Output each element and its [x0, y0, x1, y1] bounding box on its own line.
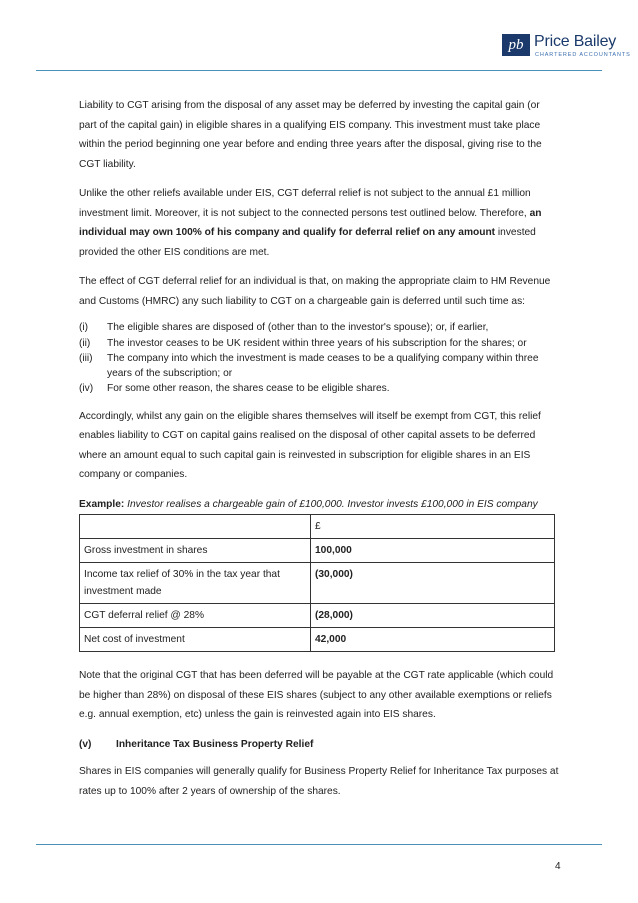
table-cell-value: 42,000	[311, 628, 555, 652]
page-content	[79, 96, 559, 811]
conditions-list	[79, 321, 559, 397]
section-number: (v)	[79, 738, 92, 750]
list-item-number: (i)	[79, 322, 89, 333]
paragraph-2	[79, 184, 559, 262]
section-title: Inheritance Tax Business Property Relief	[116, 738, 314, 750]
table-cell-label: Gross investment in shares	[80, 539, 311, 563]
paragraph-2-end: invested provided the other EIS conditions are met.	[79, 227, 536, 258]
list-item-number: (iv)	[79, 383, 94, 394]
list-item	[79, 352, 559, 381]
table-header-row	[80, 515, 555, 539]
section-heading	[79, 735, 559, 755]
example-line	[79, 495, 559, 515]
table-row	[80, 628, 555, 652]
paragraph-5: Note that the original CGT that has been deferred will be payable at the CGT rate applicable (which could be higher than 28%) on disposal of these EIS shares (subject to any other available exemptions or reliefs e.g. annual exemption, etc) unless the gain is reinvested again into EIS shares.	[79, 670, 554, 720]
header-divider	[36, 70, 602, 71]
table-row	[80, 539, 555, 563]
table-row	[80, 604, 555, 628]
list-item	[79, 337, 559, 352]
page-number: 4	[555, 861, 561, 872]
list-item-number: (iii)	[79, 353, 93, 364]
paragraph-1: Liability to CGT arising from the disposal of any asset may be deferred by investing the capital gain (or part of the capital gain) in eligible shares in a qualifying EIS company. This investment must take place within the period beginning one year before and ending three years after the disposal, giving rise to the CGT liability.	[79, 100, 542, 170]
table-cell-value: 100,000	[311, 539, 555, 563]
table-cell-value: (28,000)	[311, 604, 555, 628]
list-item	[79, 382, 559, 397]
example-text: Investor realises a chargeable gain of £100,000. Investor invests £100,000 in EIS company	[124, 498, 538, 510]
table-cell-label: Net cost of investment	[80, 628, 311, 652]
logo-mark: pb	[502, 34, 530, 56]
list-item-text: The eligible shares are disposed of (other than to the investor's spouse); or, if earlier,	[107, 322, 489, 333]
paragraph-3: The effect of CGT deferral relief for an individual is that, on making the appropriate claim to HM Revenue and Customs (HMRC) any such liability to CGT on a chargeable gain is deferred until such time as:	[79, 276, 551, 307]
list-item-text: The company into which the investment is made ceases to be a qualifying company within three years of the subscription; or	[107, 353, 539, 379]
list-item-number: (ii)	[79, 337, 91, 349]
price-bailey-logo	[502, 33, 631, 67]
paragraph-2-start: Unlike the other reliefs available under EIS, CGT deferral relief is not subject to the annual £1 million investment limit. Moreover, it is not subject to the connected persons test outlined below. Therefore,	[79, 188, 531, 219]
list-item-text: For some other reason, the shares cease to be eligible shares.	[107, 383, 390, 394]
paragraph-4: Accordingly, whilst any gain on the eligible shares themselves will itself be exempt from CGT, this relief enables liability to CGT on capital gains realised on the disposal of other capital assets to be deferred where an amount equal to such capital gain is reinvested in subscription for eligible shares in an EIS company or companies.	[79, 410, 541, 480]
table-cell-label: Income tax relief of 30% in the tax year that investment made	[80, 563, 311, 604]
logo-subtitle: CHARTERED ACCOUNTANTS	[535, 52, 631, 58]
list-item	[79, 321, 559, 336]
table-header-blank	[80, 515, 311, 539]
example-label: Example:	[79, 498, 125, 510]
table-header-currency: £	[311, 515, 555, 539]
table-cell-label: CGT deferral relief @ 28%	[80, 604, 311, 628]
logo-name: Price Bailey	[534, 33, 617, 50]
list-item-text: The investor ceases to be UK resident within three years of his subscription for the shares; or	[107, 337, 527, 349]
table-cell-value: (30,000)	[311, 563, 555, 604]
table-row	[80, 563, 555, 604]
footer-divider	[36, 844, 602, 845]
example-table	[79, 514, 555, 652]
paragraph-6: Shares in EIS companies will generally qualify for Business Property Relief for Inheritance Tax purposes at rates up to 100% after 2 years of ownership of the shares.	[79, 766, 559, 797]
paragraph-2-bold: an individual may own 100% of his company and qualify for deferral relief on any amount	[79, 207, 542, 238]
